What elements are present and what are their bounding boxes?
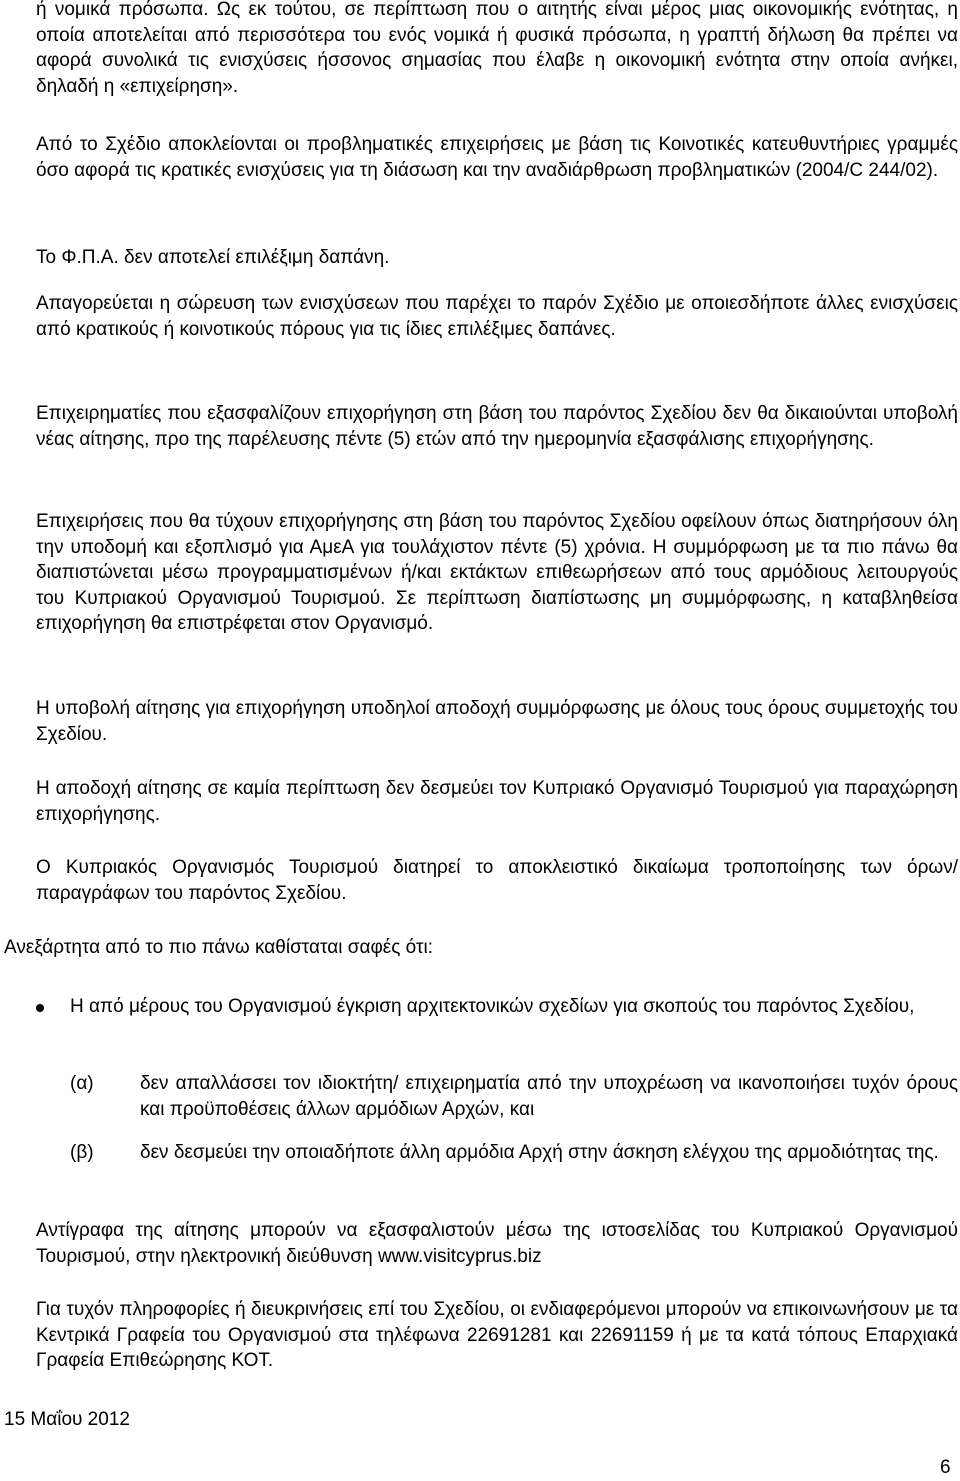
paragraph-application-copies: Αντίγραφα της αίτησης μπορούν να εξασφαλιστούν μέσω της ιστοσελίδας του Κυπριακού Οργανισμού Τουρισμού, στην ηλεκτρονική διεύθυνση www.visitcyprus.biz xyxy=(36,1220,958,1267)
sub-item-text: δεν απαλλάσσει τον ιδιοκτήτη/ επιχειρηματία από την υποχρέωση να ικανοποιήσει τυχόν όρους και προϋποθέσεις άλλων αρμόδιων Αρχών, και xyxy=(140,1073,958,1120)
bullet-dot-icon xyxy=(36,1004,44,1012)
document-date: 15 Μαΐου 2012 xyxy=(4,1409,130,1430)
paragraph-new-application: Επιχειρηματίες που εξασφαλίζουν επιχορήγηση στη βάση του παρόντος Σχεδίου δεν θα δικαιούνται υποβολή νέας αίτησης, προ της παρέλευσης πέντε (5) ετών από την ημερομηνία εξασφάλισης επιχορήγησης. xyxy=(36,403,958,450)
paragraph-no-commitment: Η αποδοχή αίτησης σε καμία περίπτωση δεν δεσμεύει τον Κυπριακό Οργανισμό Τουρισμού για παραχώρηση επιχορήγησης. xyxy=(36,778,958,825)
paragraph-cumulation: Απαγορεύεται η σώρευση των ενισχύσεων που παρέχει το παρόν Σχέδιο με οποιεσδήποτε άλλες ενισχύσεις από κρατικούς ή κοινοτικούς πόρους για τις ίδιες επιλέξιμες δαπάνες. xyxy=(36,293,958,340)
paragraph-vat: Το Φ.Π.Α. δεν αποτελεί επιλέξιμη δαπάνη. xyxy=(36,247,390,268)
paragraph-excluded-businesses: Από το Σχέδιο αποκλείονται οι προβληματικές επιχειρήσεις με βάση τις Κοινοτικές κατευθυντήριες γραμμές όσο αφορά τις κρατικές ενισχύσεις για τη διάσωση και την αναδιάρθρωση προβληματικών (2004/C 244/02). xyxy=(36,134,958,181)
top-paragraph: ή νομικά πρόσωπα. Ως εκ τούτου, σε περίπτωση που ο αιτητής είναι μέρος μιας οικονομικής ενότητας, η οποία αποτελείται από περισσότερα του ενός νομικά ή φυσικά πρόσωπα, η γραπτή δήλωση θα πρέπει να αφορά συνολικά τις ενισχύσεις ήσσονος σημασίας που έλαβε η οικονομική ενότητα στην οποία ανήκει, δηλαδή η «επιχείρηση». xyxy=(36,0,958,97)
page-number: 6 xyxy=(940,1457,951,1478)
sub-item-label: (α) xyxy=(70,1073,94,1094)
sub-item-label: (β) xyxy=(70,1142,94,1163)
bullet-text: Η από μέρους του Οργανισμού έγκριση αρχιτεκτονικών σχεδίων για σκοπούς του παρόντος Σχεδίου, xyxy=(70,996,915,1017)
paragraph-application-acceptance: Η υποβολή αίτησης για επιχορήγηση υποδηλοί αποδοχή συμμόρφωσης με όλους τους όρους συμμετοχής του Σχεδίου. xyxy=(36,698,958,745)
intro-line: Ανεξάρτητα από το πιο πάνω καθίσταται σαφές ότι: xyxy=(4,937,433,958)
paragraph-maintenance-obligation: Επιχειρήσεις που θα τύχουν επιχορήγησης στη βάση του παρόντος Σχεδίου οφείλουν όπως διατηρήσουν όλη την υποδομή και εξοπλισμό για ΑμεΑ για τουλάχιστον πέντε (5) χρόνια. Η συμμόρφωση με τα πιο πάνω θα διαπιστώνεται μέσω προγραμματισμένων ή/και εκτάκτων επιθεωρήσεων από τους αρμόδιους λειτουργούς του Κυπριακού Οργανισμού Τουρισμού. Σε περίπτωση διαπίστωσης μη συμμόρφωσης, η καταβληθείσα επιχορήγηση θα επιστρέφεται στον Οργανισμό. xyxy=(36,511,958,634)
paragraph-modification-right: Ο Κυπριακός Οργανισμός Τουρισμού διατηρεί το αποκλειστικό δικαίωμα τροποποίησης των όρων/παραγράφων του παρόντος Σχεδίου. xyxy=(36,857,958,904)
paragraph-information: Για τυχόν πληροφορίες ή διευκρινήσεις επί του Σχεδίου, οι ενδιαφερόμενοι μπορούν να επικοινωνήσουν με τα Κεντρικά Γραφεία του Οργανισμού στα τηλέφωνα 22691281 και 22691159 ή με τα κατά τόπους Επαρχιακά Γραφεία Επιθεώρησης ΚΟΤ. xyxy=(36,1299,958,1371)
sub-item-text: δεν δεσμεύει την οποιαδήποτε άλλη αρμόδια Αρχή στην άσκηση ελέγχου της αρμοδιότητας της. xyxy=(140,1142,939,1163)
